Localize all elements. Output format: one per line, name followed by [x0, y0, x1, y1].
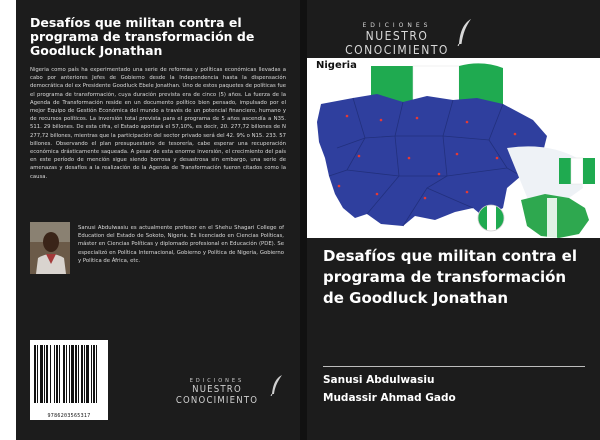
publisher-brand-bottom: NUESTRO CONOCIMIENTO	[175, 384, 259, 406]
book-spine	[300, 0, 307, 440]
title-divider	[323, 366, 585, 367]
back-cover	[16, 0, 300, 440]
isbn-barcode	[30, 340, 108, 420]
author-bio: Sanusi Abdulwasiu es actualmente profesor en el Shehu Shagari College of Education del Estado de Sokoto, Nigeria. Es licenciado en Ciencias Políticas, máster en Ciencias Políticas y diplomado profesional en Educación (PDE). Se especializó en Política Internacional, Gobierno y Política de Nigeria, Gobierno y Política de África, etc.	[78, 225, 284, 264]
publisher-brand-top: EDICIONES	[189, 378, 245, 384]
front-publisher-logo	[323, 22, 471, 57]
publisher-brand-bottom: NUESTRO CONOCIMIENTO	[345, 29, 449, 57]
author-name: Mudassir Ahmad Gado	[323, 392, 456, 404]
publisher-brand-top: EDICIONES	[362, 22, 432, 29]
feather-pen-icon	[270, 374, 284, 396]
nigeria-map-illustration	[307, 58, 600, 238]
feather-pen-icon	[457, 18, 473, 46]
nigeria-flag-small	[559, 158, 595, 184]
back-publisher-logo	[152, 378, 282, 406]
front-cover	[307, 0, 600, 440]
barcode-number: 9786203565317	[47, 413, 91, 419]
author-photo	[30, 222, 70, 274]
book-title: Desafíos que militan contra el programa de transformación de Goodluck Jonathan	[323, 247, 577, 307]
author-name: Sanusi Abdulwasiu	[323, 374, 435, 386]
back-cover-synopsis: Nigeria como país ha experimentado una serie de reformas y políticas económicas llevadas a cabo por anteriores Jefes de Gobierno desde la Independencia hasta la dispensación democrática del ex Presidente Goodluck Ebele Jonathan. Uno de estos paquetes de políticas fue el programa de transformación, cuya duración prevista era de cinco (5) años. La fuerza de la Agenda de Transformación reside en un documento político bien pensado, impulsado por el mejor Equipo de Gestión Económica del mundo a través de un potencial financiero, humano y de recursos políticos. La inversión total prevista para el programa de 5 años ascendía a N35. 511. 29 billones. De esta cifra, el Estado aportará el 57,10%, es decir, 20. 277,72 billones de N 277,72 billones, mientras que la participación del sector privado será del 42. 9% o N15. 233. 57 billones. Observando el plan presupuestario de tesorería, cabe esperar una recuperación económica drásticamente saqueada. A pesar de esta enorme inversión, el crecimiento del país en este período de mención sigue siendo borrosa y desastrosa sin embargo, una serie de amenazas y desafíos a la realización de la Agenda de Transformación fueron citados como la causa.	[30, 67, 286, 180]
map-label: Nigeria	[313, 60, 360, 71]
back-cover-title: Desafíos que militan contra el programa de transformación de Goodluck Jonathan	[30, 15, 255, 58]
